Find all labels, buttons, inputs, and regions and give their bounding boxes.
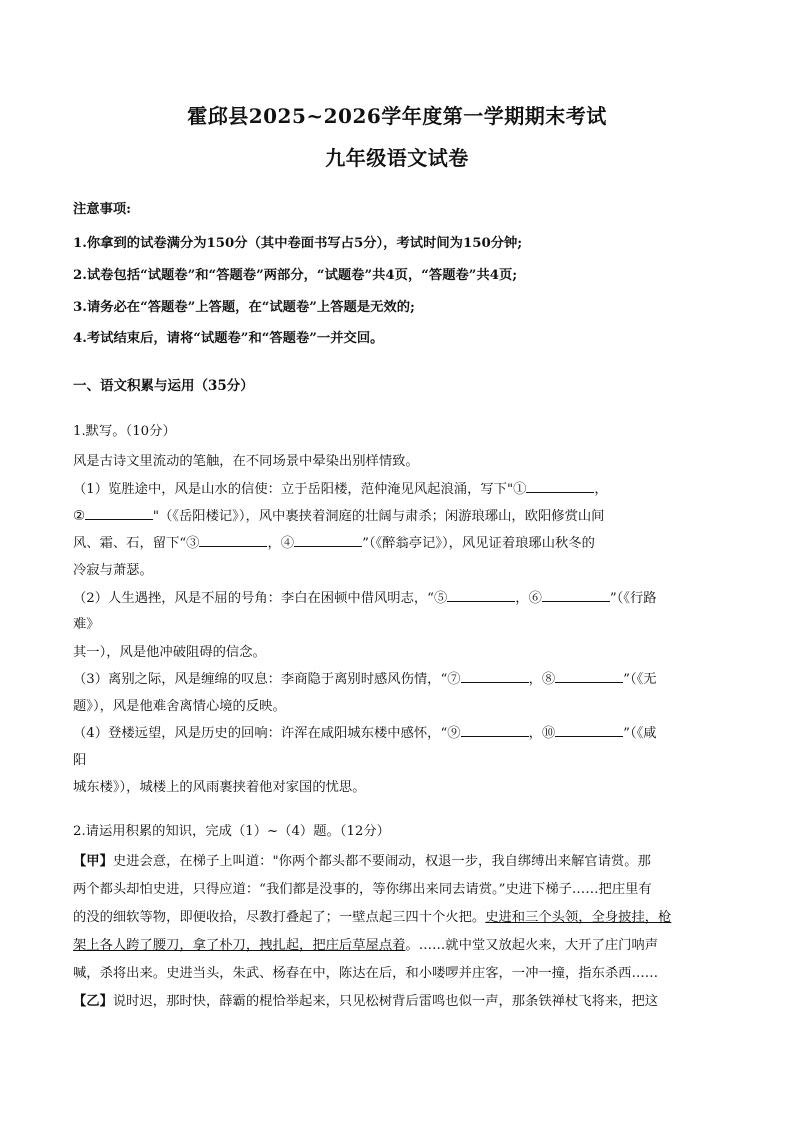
- exam-subtitle: 九年级语文试卷: [325, 146, 469, 170]
- question-line: （4）登楼远望，风是历史的回响：许浑在咸阳城东楼中感怀，“⑨ ，⑩ ”（《咸: [73, 726, 657, 741]
- question-title: 1.默写。（10分）: [73, 424, 176, 439]
- passage-line: 的没的细软等物，即便收拾，尽教打叠起了；一壁点起三四十个火把。史进和三个头领，全身披挂，枪: [73, 910, 672, 925]
- answer-blank: [461, 670, 529, 683]
- answer-blank: [555, 724, 623, 737]
- notice-item: 1.你拿到的试卷满分为150分（其中卷面书写占5分），考试时间为150分钟;: [73, 236, 523, 251]
- question-line: 城东楼》），城楼上的风雨裹挟着他对家国的忧思。: [73, 780, 366, 795]
- question-line: （3）离别之际，风是缠绵的叹息：李商隐于离别时感风伤情，“⑦ ，⑧ ”（《无: [73, 672, 657, 687]
- question-line: 其一），风是他冲破阻碍的信念。: [73, 645, 266, 660]
- section-heading: 一、语文积累与运用（35分）: [73, 378, 254, 394]
- question-line: 难》: [73, 617, 100, 632]
- passage-line: 喊，杀将出来。史进当头，朱武、杨春在中，陈达在后，和小喽啰并庄客，一冲一撞，指东杀西……: [73, 966, 659, 981]
- passage-tag: 【乙】: [73, 994, 113, 1009]
- answer-blank: [447, 589, 515, 602]
- question-line: （1）览胜途中，风是山水的信使：立于岳阳楼，范仲淹见风起浪涌，写下"① ，: [73, 482, 608, 497]
- passage-line: 【乙】说时迟，那时快，薛霸的棍恰举起来，只见松树背后雷鸣也似一声，那条铁禅杖飞将来，把这: [73, 994, 659, 1009]
- underlined-text: 史进和三个头领，全身披挂，枪: [485, 910, 672, 925]
- passage-tag: 【甲】: [73, 854, 113, 869]
- question-line: 题》），风是他难舍离情心境的反映。: [73, 699, 286, 714]
- answer-blank: [199, 534, 267, 547]
- question-title: 2.请运用积累的知识，完成（1）~（4）题。（12分）: [73, 824, 390, 839]
- question-line: （2）人生遇挫，风是不屈的号角：李白在困顿中借风明志，“⑤ ，⑥ ”（《行路: [73, 591, 657, 606]
- question-line: ② "（《岳阳楼记》），风中裹挟着洞庭的壮阔与肃杀；闲游琅琊山，欧阳修赏山间: [73, 509, 605, 524]
- exam-title: 霍邱县2025~2026学年度第一学期期末考试: [187, 104, 607, 128]
- answer-blank: [526, 480, 594, 493]
- passage-line: 架上各人跨了腰刀，拿了朴刀，拽扎起，把庄后草屋点着。……就中堂又放起火来，大开了庄门呐声: [73, 938, 659, 953]
- notice-item: 3.请务必在“答题卷”上答题，在“试题卷”上答题是无效的;: [73, 300, 415, 315]
- answer-blank: [294, 534, 362, 547]
- answer-blank: [461, 724, 529, 737]
- passage-line: 【甲】史进会意，在梯子上叫道："你两个都头都不要闹动，权退一步，我自绑缚出来解官请赏。那: [73, 854, 651, 869]
- question-intro: 风是古诗文里流动的笔触，在不同场景中晕染出别样情致。: [73, 454, 419, 469]
- notice-item: 2.试卷包括“试题卷”和“答题卷”两部分，“试题卷”共4页，“答题卷”共4页;: [73, 268, 518, 283]
- answer-blank: [555, 670, 623, 683]
- answer-blank: [85, 507, 153, 520]
- answer-blank: [542, 589, 610, 602]
- question-line: 阳: [73, 753, 87, 768]
- notice-item: 4.考试结束后，请将“试题卷”和“答题卷”一并交回。: [73, 331, 384, 346]
- passage-line: 两个都头却怕史进，只得应道：“我们都是没事的，等你绑出来同去请赏。”史进下梯子……把庄里有: [73, 882, 652, 897]
- question-line: 风、霜、石，留下“③ ，④ ”（《醉翁亭记》），风见证着琅琊山秋冬的: [73, 536, 595, 551]
- notice-heading: 注意事项:: [73, 202, 132, 217]
- underlined-text: 架上各人跨了腰刀，拿了朴刀，拽扎起，把庄后草屋点着: [73, 938, 406, 953]
- question-line: 冷寂与萧瑟。: [73, 563, 153, 578]
